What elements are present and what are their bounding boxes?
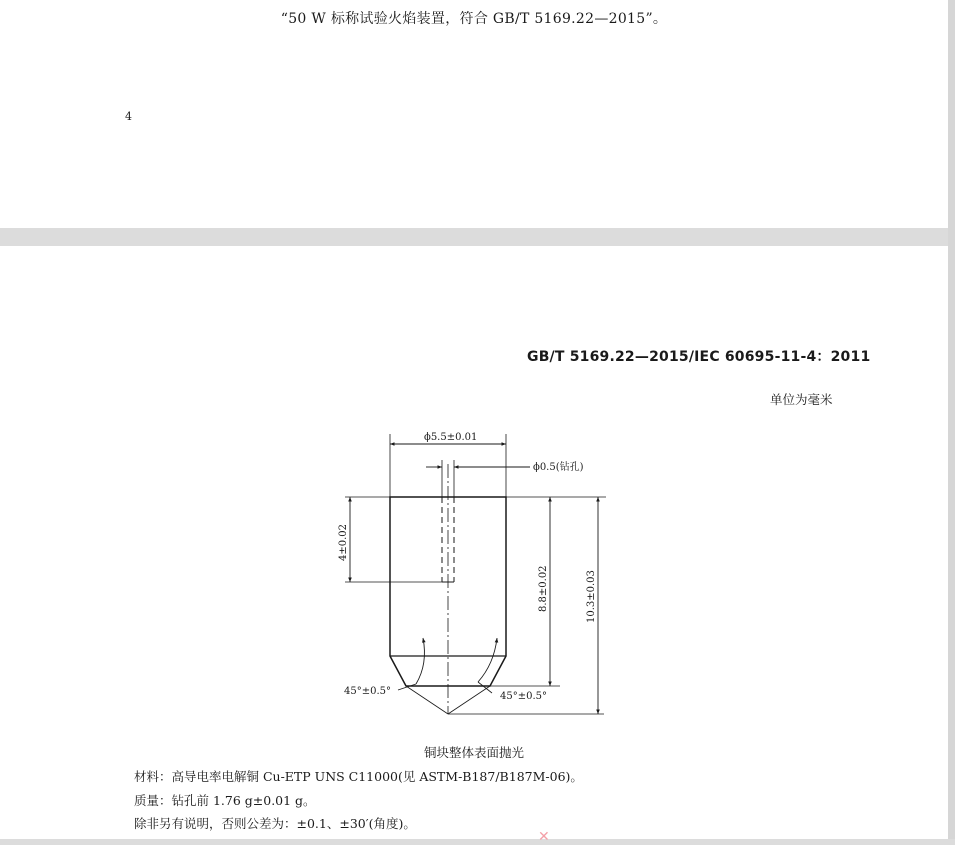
dim-diameter-label: ϕ5.5±0.01 xyxy=(424,432,478,443)
dim-total-height-label: 10.3±0.03 xyxy=(586,570,597,623)
dim-angle-right-label: 45°±0.5° xyxy=(500,691,548,702)
note-tolerance: 除非另有说明，否则公差为：±0.1、±30′(角度)。 xyxy=(134,816,416,831)
cone-extension-right xyxy=(448,686,490,714)
cone-extension-left xyxy=(406,686,448,714)
body-sentence: “50 W 标称试验火焰装置，符合 GB/T 5169.22—2015”。 xyxy=(280,11,668,27)
page-number: 4 xyxy=(125,110,132,123)
note-material: 材料：高导电率电解铜 Cu-ETP UNS C11000(见 ASTM-B187/B187M-06)。 xyxy=(134,769,583,784)
viewer-scrollbar-edge[interactable] xyxy=(948,0,955,839)
dim-hole-label: ϕ0.5(钻孔) xyxy=(533,462,584,473)
document-page-1 xyxy=(0,0,948,228)
page-gap xyxy=(0,228,955,246)
angle-arc-left xyxy=(416,638,424,684)
dim-angle-left-label: 45°±0.5° xyxy=(344,686,392,697)
dim-hole-depth-label: 4±0.02 xyxy=(338,523,349,561)
angle-arc-right xyxy=(478,638,497,682)
standard-code-header: GB/T 5169.22—2015/IEC 60695-11-4：2011 xyxy=(527,349,871,365)
dim-body-height-label: 8.8±0.02 xyxy=(538,565,549,612)
note-mass: 质量：钻孔前 1.76 g±0.01 g。 xyxy=(134,793,316,808)
document-page-2 xyxy=(0,246,948,845)
figure-caption: 铜块整体表面抛光 xyxy=(423,745,524,760)
watermark-mark-icon: ✕ xyxy=(538,829,550,845)
unit-note: 单位为毫米 xyxy=(770,392,833,407)
